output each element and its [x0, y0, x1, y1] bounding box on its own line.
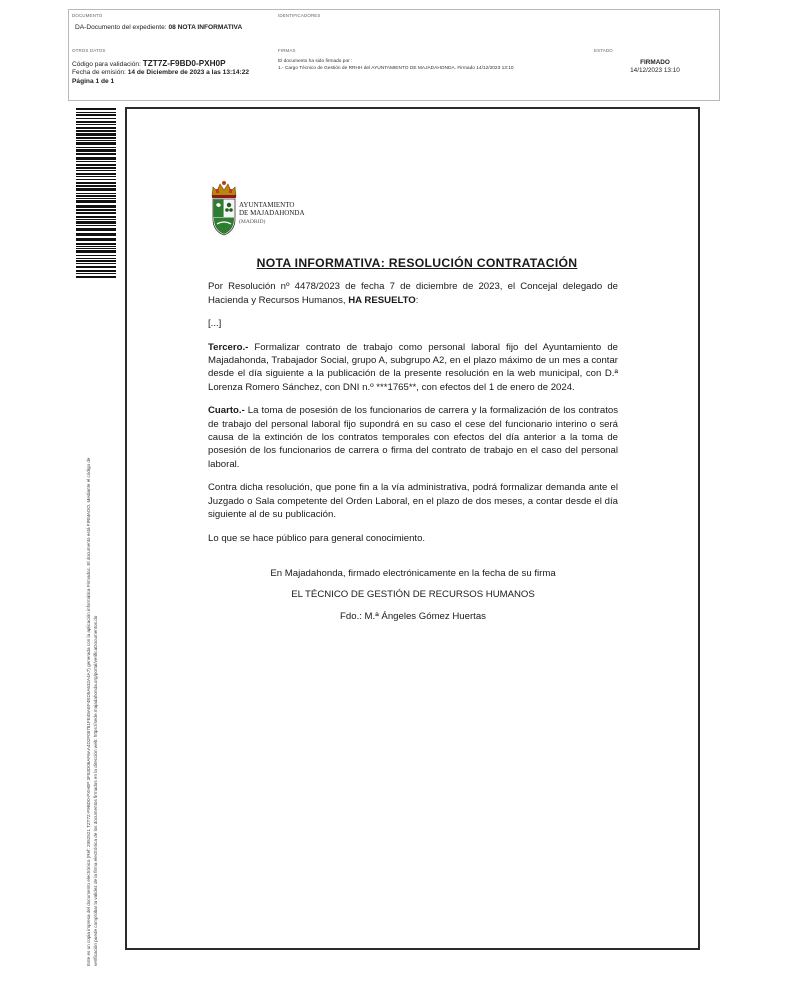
identificadores-cell — [275, 10, 719, 45]
barcode-bar — [76, 108, 116, 110]
barcode-bar — [76, 233, 116, 236]
barcode-bar — [76, 118, 116, 119]
coat-of-arms-icon — [209, 179, 239, 241]
barcode-bar — [76, 112, 116, 113]
estado-label: ESTADO — [594, 48, 613, 53]
barcode-bar — [76, 124, 116, 125]
barcode-bar — [76, 130, 116, 132]
barcode-graphic — [76, 108, 116, 278]
barcode-bar — [76, 273, 116, 274]
appeal-paragraph: Contra dicha resolución, que pone fin a la vía administrativa, podrá formalizar demanda ante el Juzgado o Sala competente del Orden Laboral, en el plazo de dos meses, a contar desde el día siguiente al de su publicación. — [208, 482, 618, 521]
tercero-paragraph: Tercero.- Formalizar contrato de trabajo como personal laboral fijo del Ayuntamiento de Majadahonda, Trabajador Social, grupo A, subgrupo A2, en el plazo máximo de un mes a contar desde el día siguiente a la publicación de la presente resolución en la web municipal, con D.ª Lorenza Romero Sánchez, con DNI n.º ***1765**, con efectos del 1 de enero de 2024. — [208, 341, 618, 393]
documento-label: DOCUMENTO — [72, 13, 103, 18]
firmas-value: El documento ha sido firmado por : 1.- Cargo Técnico de Gestión de RRHH del AYUNTAMIENTO DE MAJADAHONDA. Firmado 14/12/2023 13:10 — [278, 59, 514, 72]
barcode-bar — [76, 127, 116, 129]
identificadores-label: IDENTIFICADORES — [278, 13, 321, 18]
barcode-bar — [76, 221, 116, 224]
barcode-bar — [76, 133, 116, 136]
signature-role: EL TÉCNICO DE GESTIÓN DE RECURSOS HUMANOS — [291, 589, 535, 601]
document-header — [68, 9, 720, 101]
barcode-bar — [76, 258, 116, 259]
ellipsis-paragraph: [...] — [208, 318, 222, 330]
barcode-bar — [76, 167, 116, 169]
cuarto-paragraph: Cuarto.- La toma de posesión de los funcionarios de carrera y la formalización de los contratos de trabajo del personal laboral fijo supondrá en su caso el cese del funcionario interino o será causa de la extinción de los contratos temporales con efectos del día anterior a la toma de posesión de los funcionarios de carrera o firma del contrato de trabajo en el caso del personal laboral. — [208, 405, 618, 470]
ayuntamiento-logo — [209, 179, 319, 241]
barcode-bar — [76, 246, 116, 247]
documento-cell — [69, 10, 275, 45]
barcode-bar — [76, 205, 116, 208]
status-date: 14/12/2023 13:10 — [630, 67, 680, 74]
barcode-bar — [76, 209, 116, 211]
barcode-bar — [76, 153, 116, 155]
barcode-bar — [76, 193, 116, 194]
document-page — [125, 107, 700, 950]
page-number: Página 1 de 1 — [72, 77, 115, 85]
intro-paragraph: Por Resolución nº 4478/2023 de fecha 7 de diciembre de 2023, el Concejal delegado de Hacienda y Recursos Humanos, HA RESUELTO: — [208, 281, 618, 306]
signature-place: En Majadahonda, firmado electrónicamente en la fecha de su firma — [270, 567, 556, 579]
validation-code[interactable]: Código para validación: TZT7Z-F9BD0-PXH0P — [72, 59, 226, 68]
barcode-bar — [76, 137, 116, 139]
document-title: NOTA INFORMATIVA: RESOLUCIÓN CONTRATACIÓN — [256, 256, 578, 270]
status-badge: FIRMADO — [640, 59, 670, 66]
barcode-bar — [76, 248, 116, 249]
barcode-bar — [76, 147, 116, 148]
barcode-bar — [76, 200, 116, 203]
barcode-bar — [76, 142, 116, 145]
estado-cell — [591, 45, 719, 100]
barcode-bar — [76, 121, 116, 123]
barcode-bar — [76, 243, 116, 245]
barcode-bar — [76, 195, 116, 197]
barcode-bar — [76, 238, 116, 241]
public-notice-paragraph: Lo que se hace público para general conocimiento. — [208, 532, 426, 544]
barcode-bar — [76, 176, 116, 177]
barcode-bar — [76, 228, 116, 231]
firmas-cell — [275, 45, 591, 100]
barcode-bar — [76, 164, 116, 166]
barcode-bar — [76, 179, 116, 180]
barcode-bar — [76, 170, 116, 171]
otros-datos-value — [72, 60, 249, 86]
barcode-bar — [76, 188, 116, 191]
barcode-bar — [76, 114, 116, 116]
signature-name: Fdo.: M.ª Ángeles Gómez Huertas — [340, 610, 486, 622]
barcode-bar — [76, 255, 116, 256]
barcode-bar — [76, 185, 116, 187]
logo-text: AYUNTAMIENTO DE MAJADAHONDA (MADRID) — [239, 201, 305, 225]
otros-datos-cell — [69, 45, 275, 100]
firmas-label: FIRMAS — [278, 48, 296, 53]
barcode-bar — [76, 219, 116, 220]
estado-value — [591, 59, 719, 75]
barcode-bar — [76, 225, 116, 226]
emission-date: Fecha de emisión: 14 de Diciembre de 2023 a las 13:14:22 — [72, 69, 250, 77]
otros-datos-label: OTROS DATOS — [72, 48, 106, 53]
barcode-bar — [76, 250, 116, 253]
barcode-bar — [76, 266, 116, 268]
barcode-bar — [76, 198, 116, 199]
signature-block — [208, 567, 618, 623]
barcode-bar — [76, 161, 116, 162]
barcode-bar — [76, 140, 116, 141]
document-body — [208, 257, 618, 631]
barcode-bar — [76, 276, 116, 278]
barcode-bar — [76, 216, 116, 218]
barcode-bar — [76, 182, 116, 184]
barcode-bar — [76, 212, 116, 214]
barcode-bar — [76, 157, 116, 160]
barcode-bar — [76, 263, 116, 264]
barcode-bar — [76, 270, 116, 272]
barcode-bar — [76, 173, 116, 175]
documento-value: DA-Documento del expediente: 08 NOTA INFORMATIVA — [75, 24, 243, 31]
barcode-bar — [76, 260, 116, 262]
barcode-bar — [76, 149, 116, 152]
barcode — [76, 108, 116, 278]
side-verification-note: Este es un copia impresa del documento electrónico (Ref: 2952521 TZT7Z-F9BD0-PXH0P 3F53D06AF6AA4D2F05781FE45AEF4ED5A632A4A7) generada con la aplicación informática Firmadoc. El documento está FIRMADO. Mediante el código de verificación puede comprobar la validez de la firma electrónica de los documentos firmados en la dirección web: https://sede.majadahonda.org/portal/verificaDocumentos.do — [86, 457, 99, 966]
